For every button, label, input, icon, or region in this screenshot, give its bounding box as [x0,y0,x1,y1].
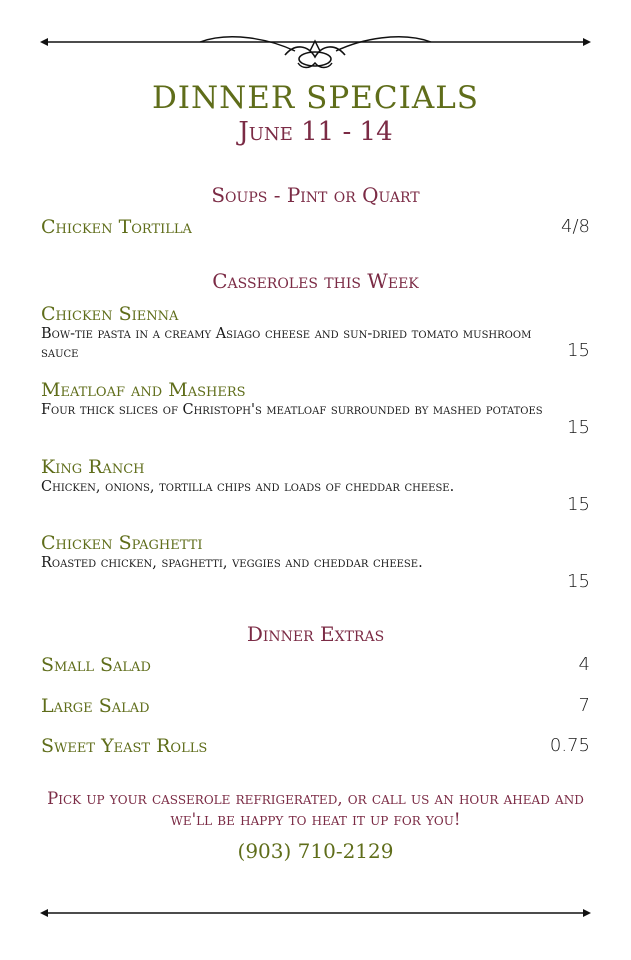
item-price: 4 [578,654,590,675]
item-description: Bow-tie pasta in a creamy Asiago cheese and sun-dried tomato mushroom sauce [41,326,532,361]
item-price: 15 [567,494,590,515]
section-heading-extras: Dinner Extras [246,622,385,646]
phone-number[interactable]: (903) 710-2129 [237,839,394,863]
item-price: 15 [567,417,590,438]
item-description: Chicken, onions, tortilla chips and loads of cheddar cheese. [41,479,455,495]
item-name: Meatloaf and Mashers [41,379,246,401]
item-name: King Ranch [41,456,145,478]
item-price: 0.75 [549,735,590,756]
item-description: Roasted chicken, spaghetti, veggies and cheddar cheese. [41,555,423,571]
item-name: Large Salad [41,695,150,717]
top-ornament-divider [40,33,591,73]
item-price: 7 [578,695,590,716]
section-heading-casseroles: Casseroles this Week [212,269,419,293]
section-heading-soups: Soups - Pint or Quart [211,183,420,207]
pickup-note: Pick up your casserole refrigerated, or call us an hour ahead and we'll be happy to heat it up for you! [47,789,584,829]
item-name: Chicken Tortilla [41,216,192,238]
bottom-divider [40,906,591,920]
item-price: 4/8 [561,216,590,237]
item-description: Four thick slices of Christoph's meatloaf surrounded by mashed potatoes [41,402,543,418]
item-name: Chicken Sienna [41,303,179,325]
date-range: June 11 - 14 [238,117,393,147]
item-name: Chicken Spaghetti [41,532,203,554]
item-name: Small Salad [41,654,151,676]
item-price: 15 [567,340,590,361]
item-price: 15 [567,571,590,592]
page-title: DINNER SPECIALS [151,80,480,116]
item-name: Sweet Yeast Rolls [41,735,208,757]
